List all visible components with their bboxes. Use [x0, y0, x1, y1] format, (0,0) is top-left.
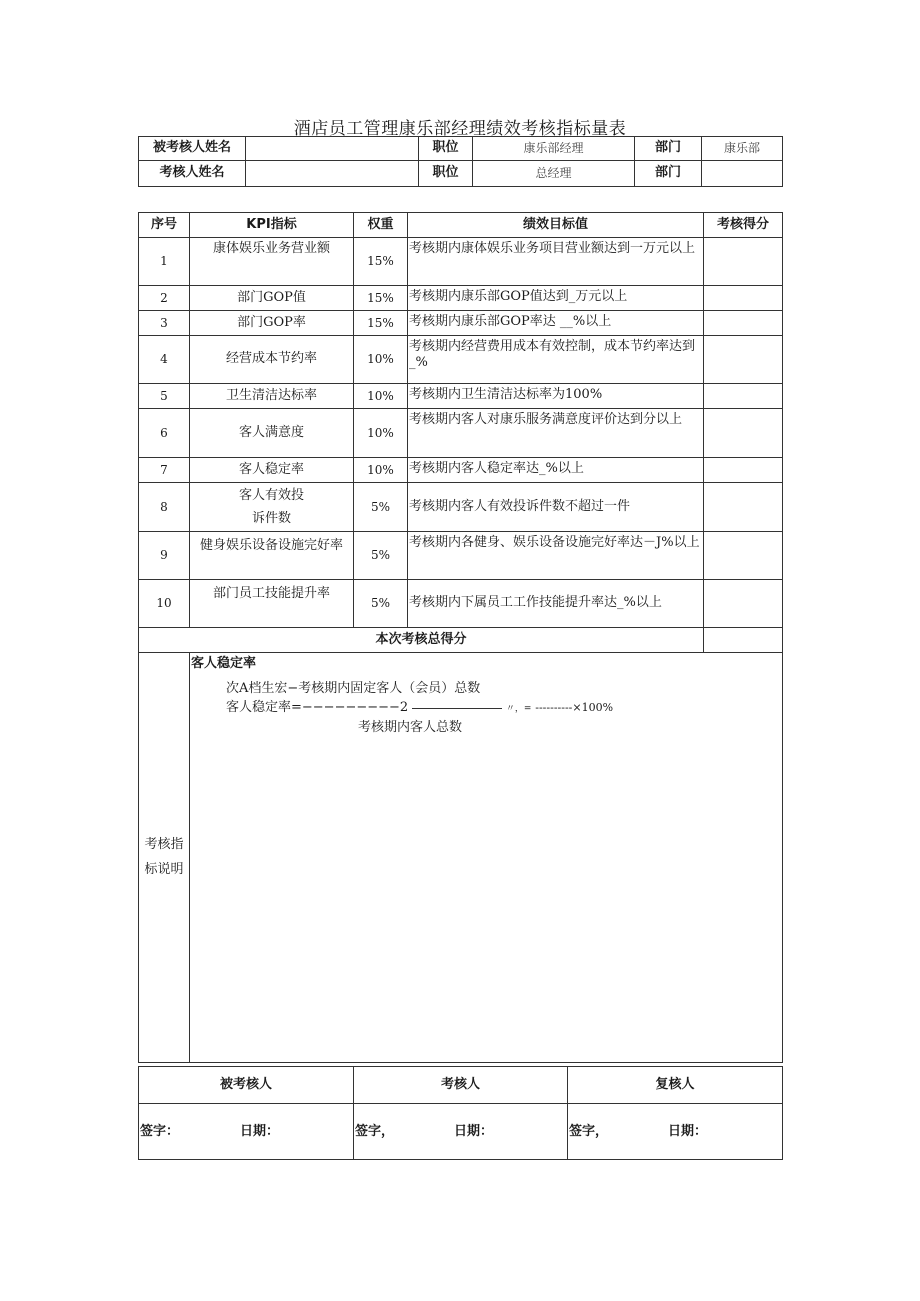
- date-label: 日期：: [240, 1124, 280, 1139]
- formula-numerator: 次A档生宏−考核期内固定客人（会员）总数: [226, 681, 481, 696]
- row-weight: 10%: [354, 409, 408, 458]
- col-header-kpi: KPI指标: [190, 213, 354, 238]
- table-row: [139, 532, 783, 580]
- formula-mid: 〃，=: [505, 704, 532, 714]
- table-row: [139, 409, 783, 458]
- row-target: 考核期内卫生清洁达标率为100%: [408, 384, 704, 409]
- row-no: 4: [139, 336, 190, 384]
- col-header-no: 序号: [139, 213, 190, 238]
- assessee-sign-cell[interactable]: [139, 1104, 354, 1160]
- assessor-role-label: 考核人: [354, 1067, 568, 1104]
- total-score-field[interactable]: [704, 628, 783, 653]
- row-no: 3: [139, 311, 190, 336]
- row-score-field[interactable]: [704, 311, 783, 336]
- row-kpi: 健身娱乐设备设施完好率: [190, 532, 354, 580]
- assessee-role-label: 被考核人: [139, 1067, 354, 1104]
- row-target: 考核期内康乐部GOP率达 __%以上: [408, 311, 704, 336]
- row-weight: 10%: [354, 384, 408, 409]
- row-no: 1: [139, 238, 190, 286]
- row-target: 考核期内客人稳定率达_%以上: [408, 458, 704, 483]
- row-no: 8: [139, 483, 190, 532]
- row-kpi: 康体娱乐业务营业额: [190, 238, 354, 286]
- assessor-position: 总经理: [473, 161, 635, 187]
- row-no: 6: [139, 409, 190, 458]
- row-weight: 5%: [354, 483, 408, 532]
- notes-heading: 客人稳定率: [191, 656, 257, 671]
- col-header-score: 考核得分: [704, 213, 783, 238]
- assessee-position: 康乐部经理: [473, 137, 635, 161]
- assessor-name-field[interactable]: [246, 161, 419, 187]
- row-target: 考核期内康体娱乐业务项目营业额达到一万元以上: [408, 238, 704, 286]
- reviewer-sign-cell[interactable]: [568, 1104, 783, 1160]
- reviewer-role-label: 复核人: [568, 1067, 783, 1104]
- row-target: 考核期内康乐部GOP值达到_万元以上: [408, 286, 704, 311]
- dept-label: 部门: [635, 161, 702, 187]
- table-row: [139, 483, 783, 532]
- row-no: 7: [139, 458, 190, 483]
- sign-label: 签字，: [355, 1124, 395, 1139]
- row-no: 2: [139, 286, 190, 311]
- row-target: 考核期内客人有效投诉件数不超过一件: [408, 483, 704, 532]
- assessee-name-field[interactable]: [246, 137, 419, 161]
- notes-side-label: 考核指标说明: [139, 653, 190, 1063]
- row-kpi: 客人有效投诉件数: [190, 483, 354, 532]
- table-row: [139, 458, 783, 483]
- row-kpi: 客人满意度: [190, 409, 354, 458]
- kpi-table: [138, 212, 783, 1063]
- date-label: 日期：: [668, 1124, 708, 1139]
- row-target: 考核期内下属员工工作技能提升率达_%以上: [408, 580, 704, 628]
- formula-right: ----------×100%: [535, 701, 614, 714]
- table-row: [139, 580, 783, 628]
- row-score-field[interactable]: [704, 580, 783, 628]
- col-header-target: 绩效目标值: [408, 213, 704, 238]
- row-score-field[interactable]: [704, 336, 783, 384]
- formula-left: 客人稳定率=−−−−−−−−−2: [226, 700, 409, 715]
- row-score-field[interactable]: [704, 483, 783, 532]
- row-weight: 5%: [354, 580, 408, 628]
- assessee-dept: 康乐部: [702, 137, 783, 161]
- row-weight: 5%: [354, 532, 408, 580]
- row-kpi: 客人稳定率: [190, 458, 354, 483]
- row-weight: 15%: [354, 286, 408, 311]
- row-kpi: 部门GOP值: [190, 286, 354, 311]
- dept-label: 部门: [635, 137, 702, 161]
- row-score-field[interactable]: [704, 409, 783, 458]
- fraction-bar: [412, 707, 502, 709]
- row-score-field[interactable]: [704, 238, 783, 286]
- assessor-name-label: 考核人姓名: [139, 161, 246, 187]
- assessee-name-label: 被考核人姓名: [139, 137, 246, 161]
- row-weight: 15%: [354, 311, 408, 336]
- header-table: [138, 136, 783, 187]
- formula-denominator: 考核期内客人总数: [358, 720, 463, 735]
- row-no: 9: [139, 532, 190, 580]
- position-label: 职位: [419, 161, 473, 187]
- notes-content: [190, 653, 783, 1063]
- row-target: 考核期内客人对康乐服务满意度评价达到分以上: [408, 409, 704, 458]
- sign-label: 签字，: [569, 1124, 609, 1139]
- assessor-dept-field[interactable]: [702, 161, 783, 187]
- assessor-sign-cell[interactable]: [354, 1104, 568, 1160]
- notes-row: [139, 653, 783, 1063]
- row-target: 考核期内经营费用成本有效控制，成本节约率达到_%: [408, 336, 704, 384]
- page-title: 酒店员工管理康乐部经理绩效考核指标量表: [293, 119, 627, 139]
- formula-line: [226, 700, 613, 716]
- row-weight: 10%: [354, 336, 408, 384]
- row-kpi: 部门GOP率: [190, 311, 354, 336]
- row-no: 10: [139, 580, 190, 628]
- row-no: 5: [139, 384, 190, 409]
- table-row: [139, 336, 783, 384]
- row-score-field[interactable]: [704, 532, 783, 580]
- kpi-header-row: [139, 213, 783, 238]
- sign-label: 签字：: [140, 1124, 180, 1139]
- row-score-field[interactable]: [704, 384, 783, 409]
- signature-table: [138, 1066, 783, 1160]
- table-row: [139, 384, 783, 409]
- position-label: 职位: [419, 137, 473, 161]
- row-kpi: 卫生清洁达标率: [190, 384, 354, 409]
- row-score-field[interactable]: [704, 286, 783, 311]
- row-weight: 15%: [354, 238, 408, 286]
- row-kpi: 经营成本节约率: [190, 336, 354, 384]
- total-score-label: 本次考核总得分: [139, 628, 704, 653]
- row-weight: 10%: [354, 458, 408, 483]
- table-row: [139, 286, 783, 311]
- row-score-field[interactable]: [704, 458, 783, 483]
- date-label: 日期：: [454, 1124, 494, 1139]
- table-row: [139, 238, 783, 286]
- col-header-weight: 权重: [354, 213, 408, 238]
- table-row: [139, 311, 783, 336]
- total-row: [139, 628, 783, 653]
- row-kpi: 部门员工技能提升率: [190, 580, 354, 628]
- row-target: 考核期内各健身、娱乐设备设施完好率达－J%以上: [408, 532, 704, 580]
